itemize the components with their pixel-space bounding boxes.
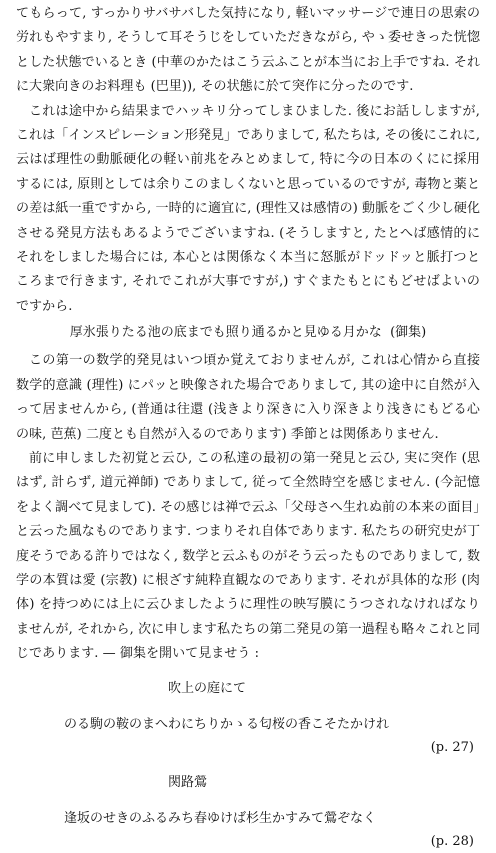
main-poem-source: (御集) (390, 325, 427, 341)
page-reference-2: (p. 28) (430, 833, 474, 849)
paragraph-3: この第一の数学的発見はいつ頃か覚えておりませんが, これは心情から直接数学的意識 (理性) にパッと映像された場合でありまして, 其の途中に自然が入って居ませんから, (普通は往還 (浅きより深きに入り深きより浅きにもどる心の味, 芭蕉) 二度とも自然が入るのであります) 季節とは関係ありません. (16, 353, 480, 442)
poem-line-2: 逢坂のせきのふるみち春ゆけば杉生かすみて鶯ぞなく (64, 810, 377, 826)
main-poem-text: 厚氷張りたる池の底までも照り通るかと見ゆる月かな (69, 325, 382, 341)
paragraph-1: てもらって, すっかりサバサバした気持になり, 軽いマッサージで連日の思索の労れもやすまり, そうして耳そうじをしていただきながら, やゝ委せきった恍惚とした状態でいるとき (中華のかたはこう云ふことが本当にお上手ですね. それに大衆向きのお料理も (巴里)), その状態に於て突作に分ったのです. (16, 6, 480, 95)
poem-line-1: のる駒の鞍のまへわにちりかゝる匂桜の香こそたかけれ (64, 716, 390, 732)
paragraph-4: 前に申しました初覚と云ひ, この私達の最初の第一発見と云ひ, 実に突作 (思はず, 計らず, 道元禅師) でありまして, 従って全然時空を感じません. (今記憶をよく調べて見まして). その感じは禅で云ふ「父母さへ生れぬ前の本来の面目」と云った風なものであります. つまりそれ自体であります. 私たちの研究史が丁度そうである許りではなく, 数学と云ふものがそう云ったものでありまして, 数学の本質は愛 (宗教) に根ざす純粋直観なのであります. それが具体的な形 (肉体) を持つめには上に云ひましたように理性の映写膜にうつされなければなりませんが, それから, 次に申します私たちの第二発見の第一過程も略々これと同じであります. — 御集を開いて見ませう : (16, 450, 480, 662)
spacer (16, 667, 480, 677)
poem-title-1: 吹上の庭にて (168, 680, 247, 696)
spacer (16, 701, 480, 713)
poem-title-2: 関路鶯 (168, 774, 208, 790)
main-poem (16, 319, 480, 349)
paragraph-2: これは途中から結果までハッキリ分ってしまひました. 後にお話ししますが, これは「インスピレーション形発見」でありまして, 私たちは, その後にこれに, 云はば理性の動脈硬化の軽い前兆をみとめまして, 特に今の日本のくにに採用するには, 原則としては余りこのましくないと思っているのですが, 毒物と薬との差は紙一重ですから, 一時的に適宜に, (理性又は感情の) 動脈をごく少し硬化させる発見方法もあるようでございますね. (そうしますと, たとへば感情的にそれをしました場合には, 本心とは関係なく本当に怒脈がドッドッと脈打つところまで行きます, それでこれが大事ですが,) すぐまたもとにもどせばよいのですから. (16, 103, 480, 314)
spacer (16, 795, 480, 807)
spacer (16, 759, 480, 771)
page-reference-1: (p. 27) (430, 739, 474, 755)
